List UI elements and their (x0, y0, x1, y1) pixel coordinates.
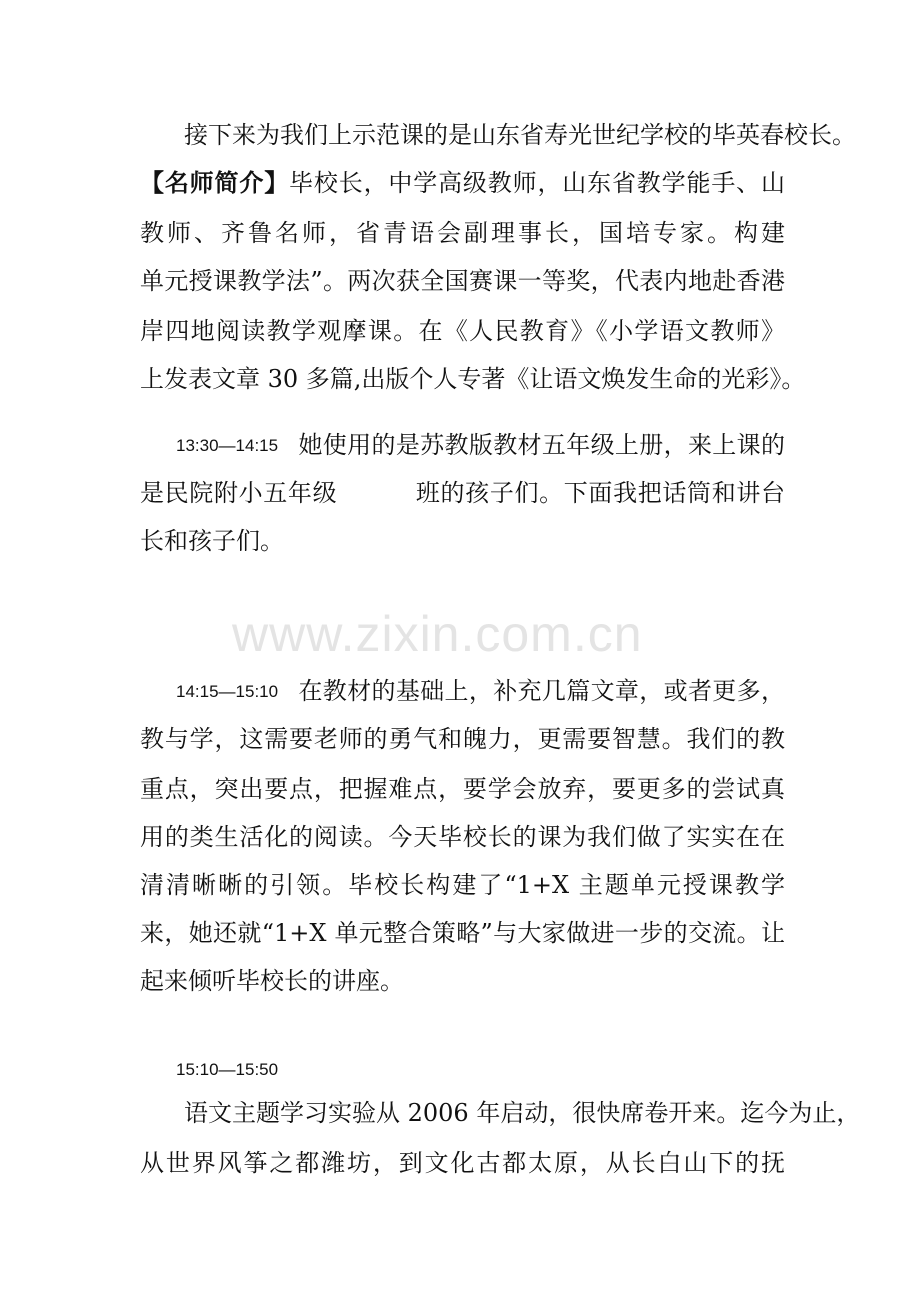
p3-line-7: 起来倾听毕校长的讲座。 (140, 967, 404, 995)
p3-line-3: 重点，突出要点，把握难点，要学会放弃，要更多的尝试真 (140, 775, 785, 803)
p2-line-2a-text: 是民院附小五年级 (140, 479, 338, 507)
p3-line-4: 用的类生活化的阅读。今天毕校长的课为我们做了实实在在 (140, 823, 785, 851)
p4-line-2: 从世界风筝之都潍坊，到文化古都太原，从长白山下的抚 (140, 1149, 785, 1177)
watermark: www.zixin.com.cn (232, 606, 643, 662)
p1-line-2-text: 毕校长，中学高级教师，山东省教学能手、山 (289, 169, 785, 197)
p1-line-3: 教师、齐鲁名师，省青语会副理事长，国培专家。构建 (140, 219, 785, 247)
p1-line-2 (140, 168, 785, 198)
p1-line-1: 接下来为我们上示范课的是山东省寿光世纪学校的毕英春校长。 (184, 121, 856, 149)
p2-line-2b-text: 班的孩子们。下面我把话筒和讲台 (415, 479, 785, 507)
p3-line-6: 来，她还就“1+X 单元整合策略”与大家做进一步的交流。让 (140, 919, 785, 947)
p2-line-2 (140, 478, 785, 508)
session-time: 14:15—15:10 (176, 682, 279, 701)
p1-line-6: 上发表文章 30 多篇,出版个人专著《让语文焕发生命的光彩》。 (140, 365, 806, 393)
teacher-intro-label: 【名师简介】 (140, 169, 290, 197)
p3-line-2: 教与学，这需要老师的勇气和魄力，更需要智慧。我们的教 (140, 725, 785, 753)
p3-line-1 (176, 676, 785, 706)
p1-line-4: 单元授课教学法”。两次获全国赛课一等奖，代表内地赴香港 (140, 267, 785, 295)
p2-line-3: 长和孩子们。 (140, 527, 284, 555)
p3-line-1-text: 在教材的基础上，补充几篇文章，或者更多， (298, 677, 785, 705)
p2-line-1 (176, 430, 785, 460)
session-time: 15:10—15:50 (176, 1060, 279, 1079)
p4-line-1: 语文主题学习实验从 2006 年启动，很快席卷开来。迄今为止， (184, 1099, 861, 1127)
session-time: 13:30—14:15 (176, 436, 279, 455)
p3-line-5: 清清晰晰的引领。毕校长构建了“1+X 主题单元授课教学 (140, 871, 785, 899)
p2-line-1-text: 她使用的是苏教版教材五年级上册，来上课的 (298, 431, 785, 459)
p1-line-5: 岸四地阅读教学观摩课。在《人民教育》《小学语文教师》 (140, 317, 785, 345)
